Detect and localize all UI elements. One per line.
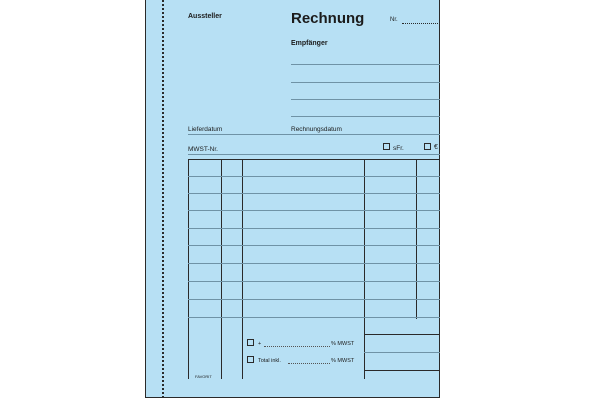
total-checkbox[interactable] bbox=[247, 356, 254, 363]
date-line[interactable] bbox=[188, 134, 440, 135]
summary-line bbox=[364, 352, 440, 353]
table-row-line bbox=[188, 245, 440, 246]
invoice-form bbox=[145, 0, 440, 398]
column-divider bbox=[416, 159, 417, 319]
column-divider bbox=[221, 159, 222, 379]
total-prefix-label: Total inkl. bbox=[258, 358, 281, 364]
table-row-line bbox=[188, 263, 440, 264]
table-row-line bbox=[188, 299, 440, 300]
summary-line bbox=[364, 370, 440, 371]
currency-checkbox-chf[interactable] bbox=[383, 143, 390, 150]
table-row-line bbox=[188, 176, 440, 177]
vat-prefix-label: + bbox=[258, 341, 262, 347]
vat-rate-field[interactable] bbox=[264, 346, 330, 347]
table-top-border bbox=[188, 159, 440, 160]
recipient-line-4[interactable] bbox=[291, 116, 440, 117]
currency-label-chf: sFr. bbox=[393, 145, 404, 152]
recipient-label: Empfänger bbox=[291, 40, 328, 47]
number-field[interactable] bbox=[402, 23, 440, 24]
vat-checkbox[interactable] bbox=[247, 339, 254, 346]
total-suffix-label: % MWST bbox=[331, 358, 355, 364]
recipient-line-3[interactable] bbox=[291, 99, 440, 100]
page-title: Rechnung bbox=[291, 10, 365, 27]
vat-suffix-label: % MWST bbox=[331, 341, 355, 347]
column-divider bbox=[364, 159, 365, 379]
brand-imprint: FAVORIT bbox=[195, 374, 212, 379]
column-divider bbox=[242, 159, 243, 379]
vat-number-label: MWST-Nr. bbox=[188, 146, 218, 153]
number-label: Nr. bbox=[390, 17, 398, 23]
delivery-date-label: Lieferdatum bbox=[188, 126, 223, 133]
table-row-line bbox=[188, 210, 440, 211]
perforation-line bbox=[162, 0, 164, 398]
table-row-line bbox=[188, 281, 440, 282]
issuer-label: Aussteller bbox=[188, 13, 222, 20]
invoice-date-label: Rechnungsdatum bbox=[291, 126, 342, 133]
table-row-line bbox=[188, 193, 440, 194]
recipient-line-2[interactable] bbox=[291, 82, 440, 83]
table-left-border bbox=[188, 159, 189, 379]
recipient-line-1[interactable] bbox=[291, 64, 440, 65]
table-row-line bbox=[188, 317, 440, 318]
table-row-line bbox=[188, 228, 440, 229]
summary-line bbox=[364, 334, 440, 335]
vat-line[interactable] bbox=[188, 154, 440, 155]
currency-label-eur: € bbox=[434, 144, 438, 151]
total-rate-field[interactable] bbox=[288, 363, 330, 364]
currency-checkbox-eur[interactable] bbox=[424, 143, 431, 150]
